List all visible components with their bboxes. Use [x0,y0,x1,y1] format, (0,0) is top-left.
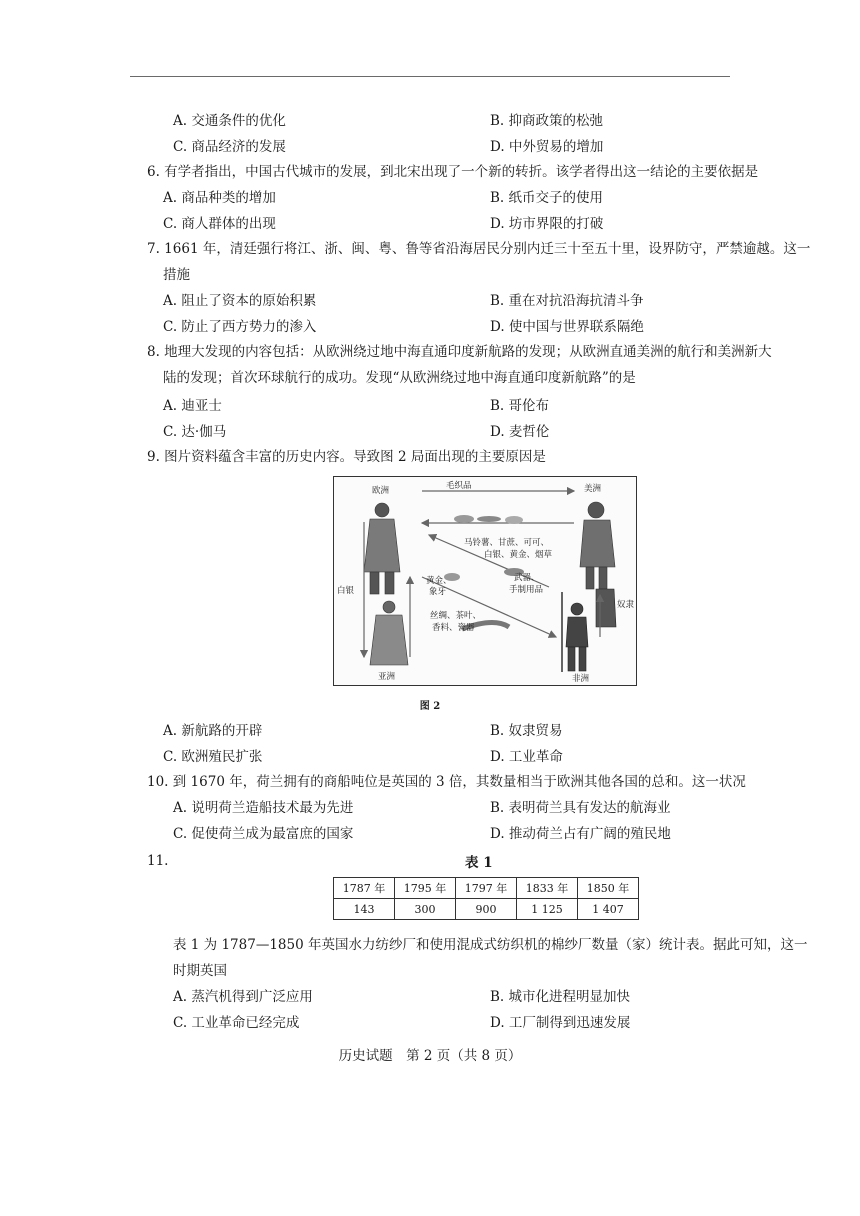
table-cell: 1787 年 [334,878,395,899]
q11-stem-line1: 表 1 为 1787—1850 年英国水力纺纱厂和使用混成式纺织机的棉纱厂数量（家）统计表。据此可知，这一 [173,937,808,953]
label-asia: 亚洲 [378,672,396,682]
label-gold: 黄金、 [426,576,452,586]
q7-stem-line1: 7. 1661 年，清廷强行将江、浙、闽、粤、鲁等省沿海居民分别内迁三十至五十里，设界防守，严禁逾越。这一 [147,241,811,257]
label-handmade: 手制用品 [509,585,544,595]
label-ivory: 象牙 [429,587,447,597]
q5-option-a[interactable]: A. 交通条件的优化 [173,113,286,129]
africa-figure [562,589,616,672]
label-potato-line2: 白银、黄金、烟草 [484,550,553,560]
q6-option-d[interactable]: D. 坊市界限的打破 [490,216,604,232]
q6-option-a[interactable]: A. 商品种类的增加 [163,190,276,206]
q11-option-b[interactable]: B. 城市化进程明显加快 [490,989,631,1005]
q9-option-c[interactable]: C. 欧洲殖民扩张 [163,749,263,765]
q6-stem: 6. 有学者指出，中国古代城市的发展，到北宋出现了一个新的转折。该学者得出这一结论的主要依据是 [147,164,759,180]
america-figure [580,502,615,589]
table-cell: 1795 年 [395,878,456,899]
q9-option-b[interactable]: B. 奴隶贸易 [490,723,563,739]
q11-option-c[interactable]: C. 工业革命已经完成 [173,1015,300,1031]
label-weapons: 武器、 [514,573,540,583]
table-cell: 1833 年 [517,878,578,899]
q8-stem-line1: 8. 地理大发现的内容包括：从欧洲绕过地中海直通印度新航路的发现；从欧洲直通美洲的航行和美洲新大 [147,344,772,360]
asia-figure [370,601,408,665]
figure-caption: 图 2 [419,701,441,712]
label-africa: 非洲 [572,674,590,684]
header-rule [130,76,730,77]
label-slaves: 奴隶 [617,600,635,610]
table-cell: 1797 年 [456,878,517,899]
table-cell: 1 125 [517,899,578,920]
label-potato-line1: 马铃薯、甘蔗、可可、 [464,538,550,548]
label-silk-line2: 香料、瓷器 [432,623,475,633]
triangular-trade-figure [333,476,637,686]
q6-option-c[interactable]: C. 商人群体的出现 [163,216,276,232]
table-cell: 300 [395,899,456,920]
label-america: 美洲 [584,484,602,494]
q11-stem-line2: 时期英国 [173,963,227,979]
q6-option-b[interactable]: B. 纸币交子的使用 [490,190,604,206]
q9-option-a[interactable]: A. 新航路的开辟 [163,723,263,739]
q5-option-d[interactable]: D. 中外贸易的增加 [490,139,604,155]
q11-option-a[interactable]: A. 蒸汽机得到广泛应用 [173,989,313,1005]
label-europe: 欧洲 [372,486,390,496]
q9-stem: 9. 图片资料蕴含丰富的历史内容。导致图 2 局面出现的主要原因是 [147,449,546,465]
q8-option-d[interactable]: D. 麦哲伦 [490,424,550,440]
q11-option-d[interactable]: D. 工厂制得到迅速发展 [490,1015,631,1031]
europe-figure [364,503,400,594]
table-row-years [334,878,639,899]
q10-option-d[interactable]: D. 推动荷兰占有广阔的殖民地 [490,826,671,842]
table-cell: 143 [334,899,395,920]
q7-stem-line2: 措施 [163,267,190,283]
q5-option-c[interactable]: C. 商品经济的发展 [173,139,286,155]
q7-option-c[interactable]: C. 防止了西方势力的渗入 [163,319,317,335]
table-cell: 1 407 [578,899,639,920]
q8-option-c[interactable]: C. 达·伽马 [163,424,227,440]
label-silver: 白银 [337,586,355,596]
q8-option-b[interactable]: B. 哥伦布 [490,398,550,414]
table-title: 表 1 [465,855,493,871]
trade-diagram [334,477,636,685]
q5-option-b[interactable]: B. 抑商政策的松弛 [490,113,604,129]
table-cell: 900 [456,899,517,920]
q10-option-c[interactable]: C. 促使荷兰成为最富庶的国家 [173,826,354,842]
label-woolens: 毛织品 [446,481,472,491]
page-footer: 历史试题 第 2 页（共 8 页） [338,1048,522,1064]
q8-stem-line2: 陆的发现；首次环球航行的成功。发现“从欧洲绕过地中海直通印度新航路”的是 [163,370,636,386]
q7-option-a[interactable]: A. 阻止了资本的原始积累 [163,293,317,309]
q10-option-a[interactable]: A. 说明荷兰造船技术最为先进 [173,800,354,816]
q8-option-a[interactable]: A. 迪亚士 [163,398,222,414]
q11-number: 11. [147,853,169,869]
q7-option-d[interactable]: D. 使中国与世界联系隔绝 [490,319,644,335]
table-cell: 1850 年 [578,878,639,899]
table-row-values [334,899,639,920]
label-silk-line1: 丝绸、茶叶、 [430,611,482,621]
q10-stem: 10. 到 1670 年，荷兰拥有的商船吨位是英国的 3 倍，其数量相当于欧洲其他各国的总和。这一状况 [147,774,746,790]
q9-option-d[interactable]: D. 工业革命 [490,749,563,765]
q10-option-b[interactable]: B. 表明荷兰具有发达的航海业 [490,800,671,816]
statistics-table [333,877,639,920]
q7-option-b[interactable]: B. 重在对抗沿海抗清斗争 [490,293,644,309]
